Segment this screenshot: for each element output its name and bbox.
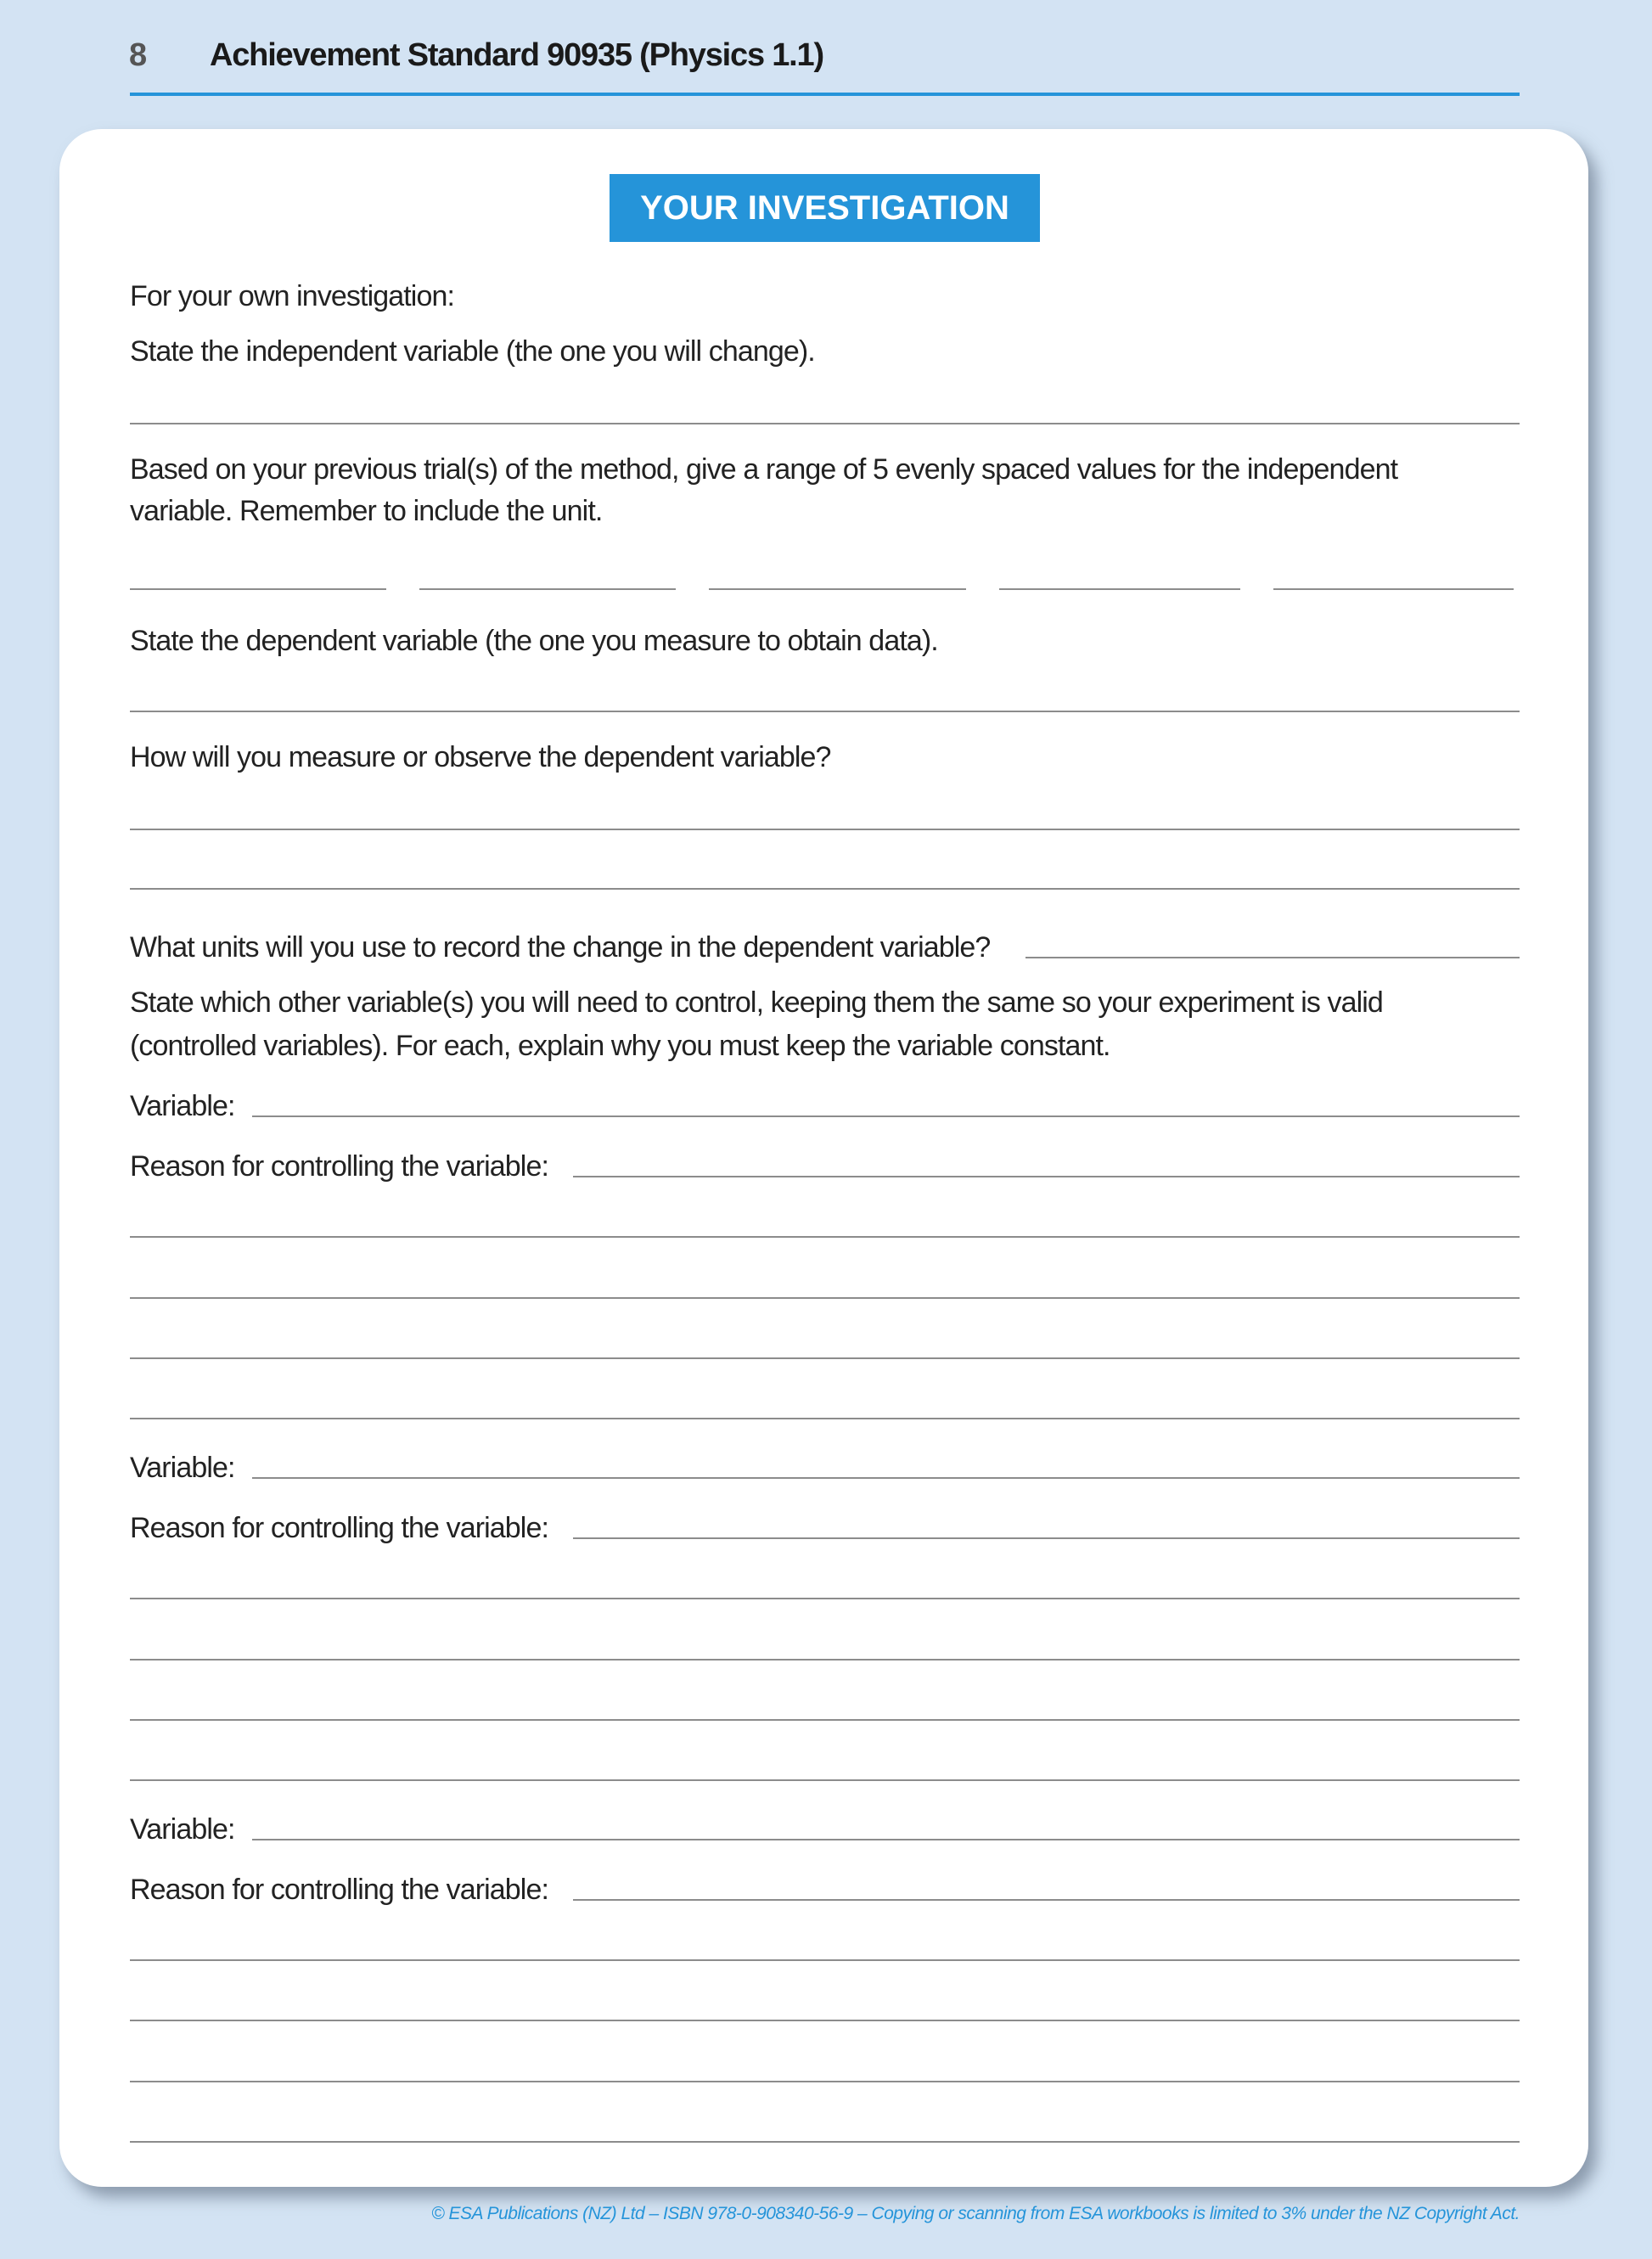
reason-answer-line[interactable] (130, 1779, 1520, 1781)
reason-answer-line[interactable] (130, 1418, 1520, 1419)
reason-answer-line[interactable] (573, 1537, 1520, 1539)
copyright-footer: © ESA Publications (NZ) Ltd – ISBN 978-0-908340-56-9 – Copying or scanning from ESA workbooks is limited to 3% under the NZ Copyright Act. (431, 2204, 1520, 2223)
units-question: What units will you use to record the change in the dependent variable? (130, 931, 991, 964)
reason-answer-line[interactable] (573, 1899, 1520, 1901)
reason-answer-line[interactable] (130, 1719, 1520, 1721)
variable-label: Variable: (130, 1813, 235, 1846)
measure-answer-line[interactable] (130, 888, 1520, 890)
independent-question: State the independent variable (the one you will change). (130, 335, 815, 368)
units-answer-line[interactable] (1025, 957, 1520, 958)
variable-answer-line[interactable] (252, 1839, 1520, 1840)
variable-label: Variable: (130, 1090, 235, 1122)
reason-answer-line[interactable] (130, 1236, 1520, 1238)
variable-answer-line[interactable] (252, 1477, 1520, 1479)
range-value-line-2[interactable] (419, 588, 676, 590)
control-question-line2: (controlled variables). For each, explain why you must keep the variable constant. (130, 1030, 1110, 1062)
measure-question: How will you measure or observe the dependent variable? (130, 741, 831, 773)
intro-text: For your own investigation: (130, 280, 455, 312)
range-value-line-5[interactable] (1273, 588, 1514, 590)
range-question-line2: variable. Remember to include the unit. (130, 495, 603, 527)
reason-answer-line[interactable] (130, 1598, 1520, 1599)
reason-answer-line[interactable] (130, 1297, 1520, 1299)
header-title: Achievement Standard 90935 (Physics 1.1) (210, 37, 823, 73)
reason-answer-line[interactable] (130, 1357, 1520, 1359)
variable-label: Variable: (130, 1452, 235, 1484)
control-question-line1: State which other variable(s) you will need to control, keeping them the same so your experiment is valid (130, 986, 1383, 1019)
reason-label: Reason for controlling the variable: (130, 1874, 549, 1906)
independent-answer-line[interactable] (130, 423, 1520, 424)
header-rule (130, 93, 1520, 96)
range-value-line-1[interactable] (130, 588, 386, 590)
page-number: 8 (129, 37, 147, 73)
dependent-question: State the dependent variable (the one you measure to obtain data). (130, 625, 938, 657)
reason-answer-line[interactable] (573, 1176, 1520, 1177)
measure-answer-line[interactable] (130, 829, 1520, 830)
reason-answer-line[interactable] (130, 2081, 1520, 2082)
range-value-line-4[interactable] (999, 588, 1240, 590)
reason-label: Reason for controlling the variable: (130, 1150, 549, 1183)
range-value-line-3[interactable] (709, 588, 966, 590)
range-question-line1: Based on your previous trial(s) of the method, give a range of 5 evenly spaced values for the independent (130, 453, 1398, 486)
reason-answer-line[interactable] (130, 1959, 1520, 1961)
reason-label: Reason for controlling the variable: (130, 1512, 549, 1544)
reason-answer-line[interactable] (130, 2020, 1520, 2021)
section-title: YOUR INVESTIGATION (610, 174, 1040, 242)
reason-answer-line[interactable] (130, 2141, 1520, 2143)
variable-answer-line[interactable] (252, 1115, 1520, 1117)
dependent-answer-line[interactable] (130, 711, 1520, 712)
reason-answer-line[interactable] (130, 1659, 1520, 1661)
